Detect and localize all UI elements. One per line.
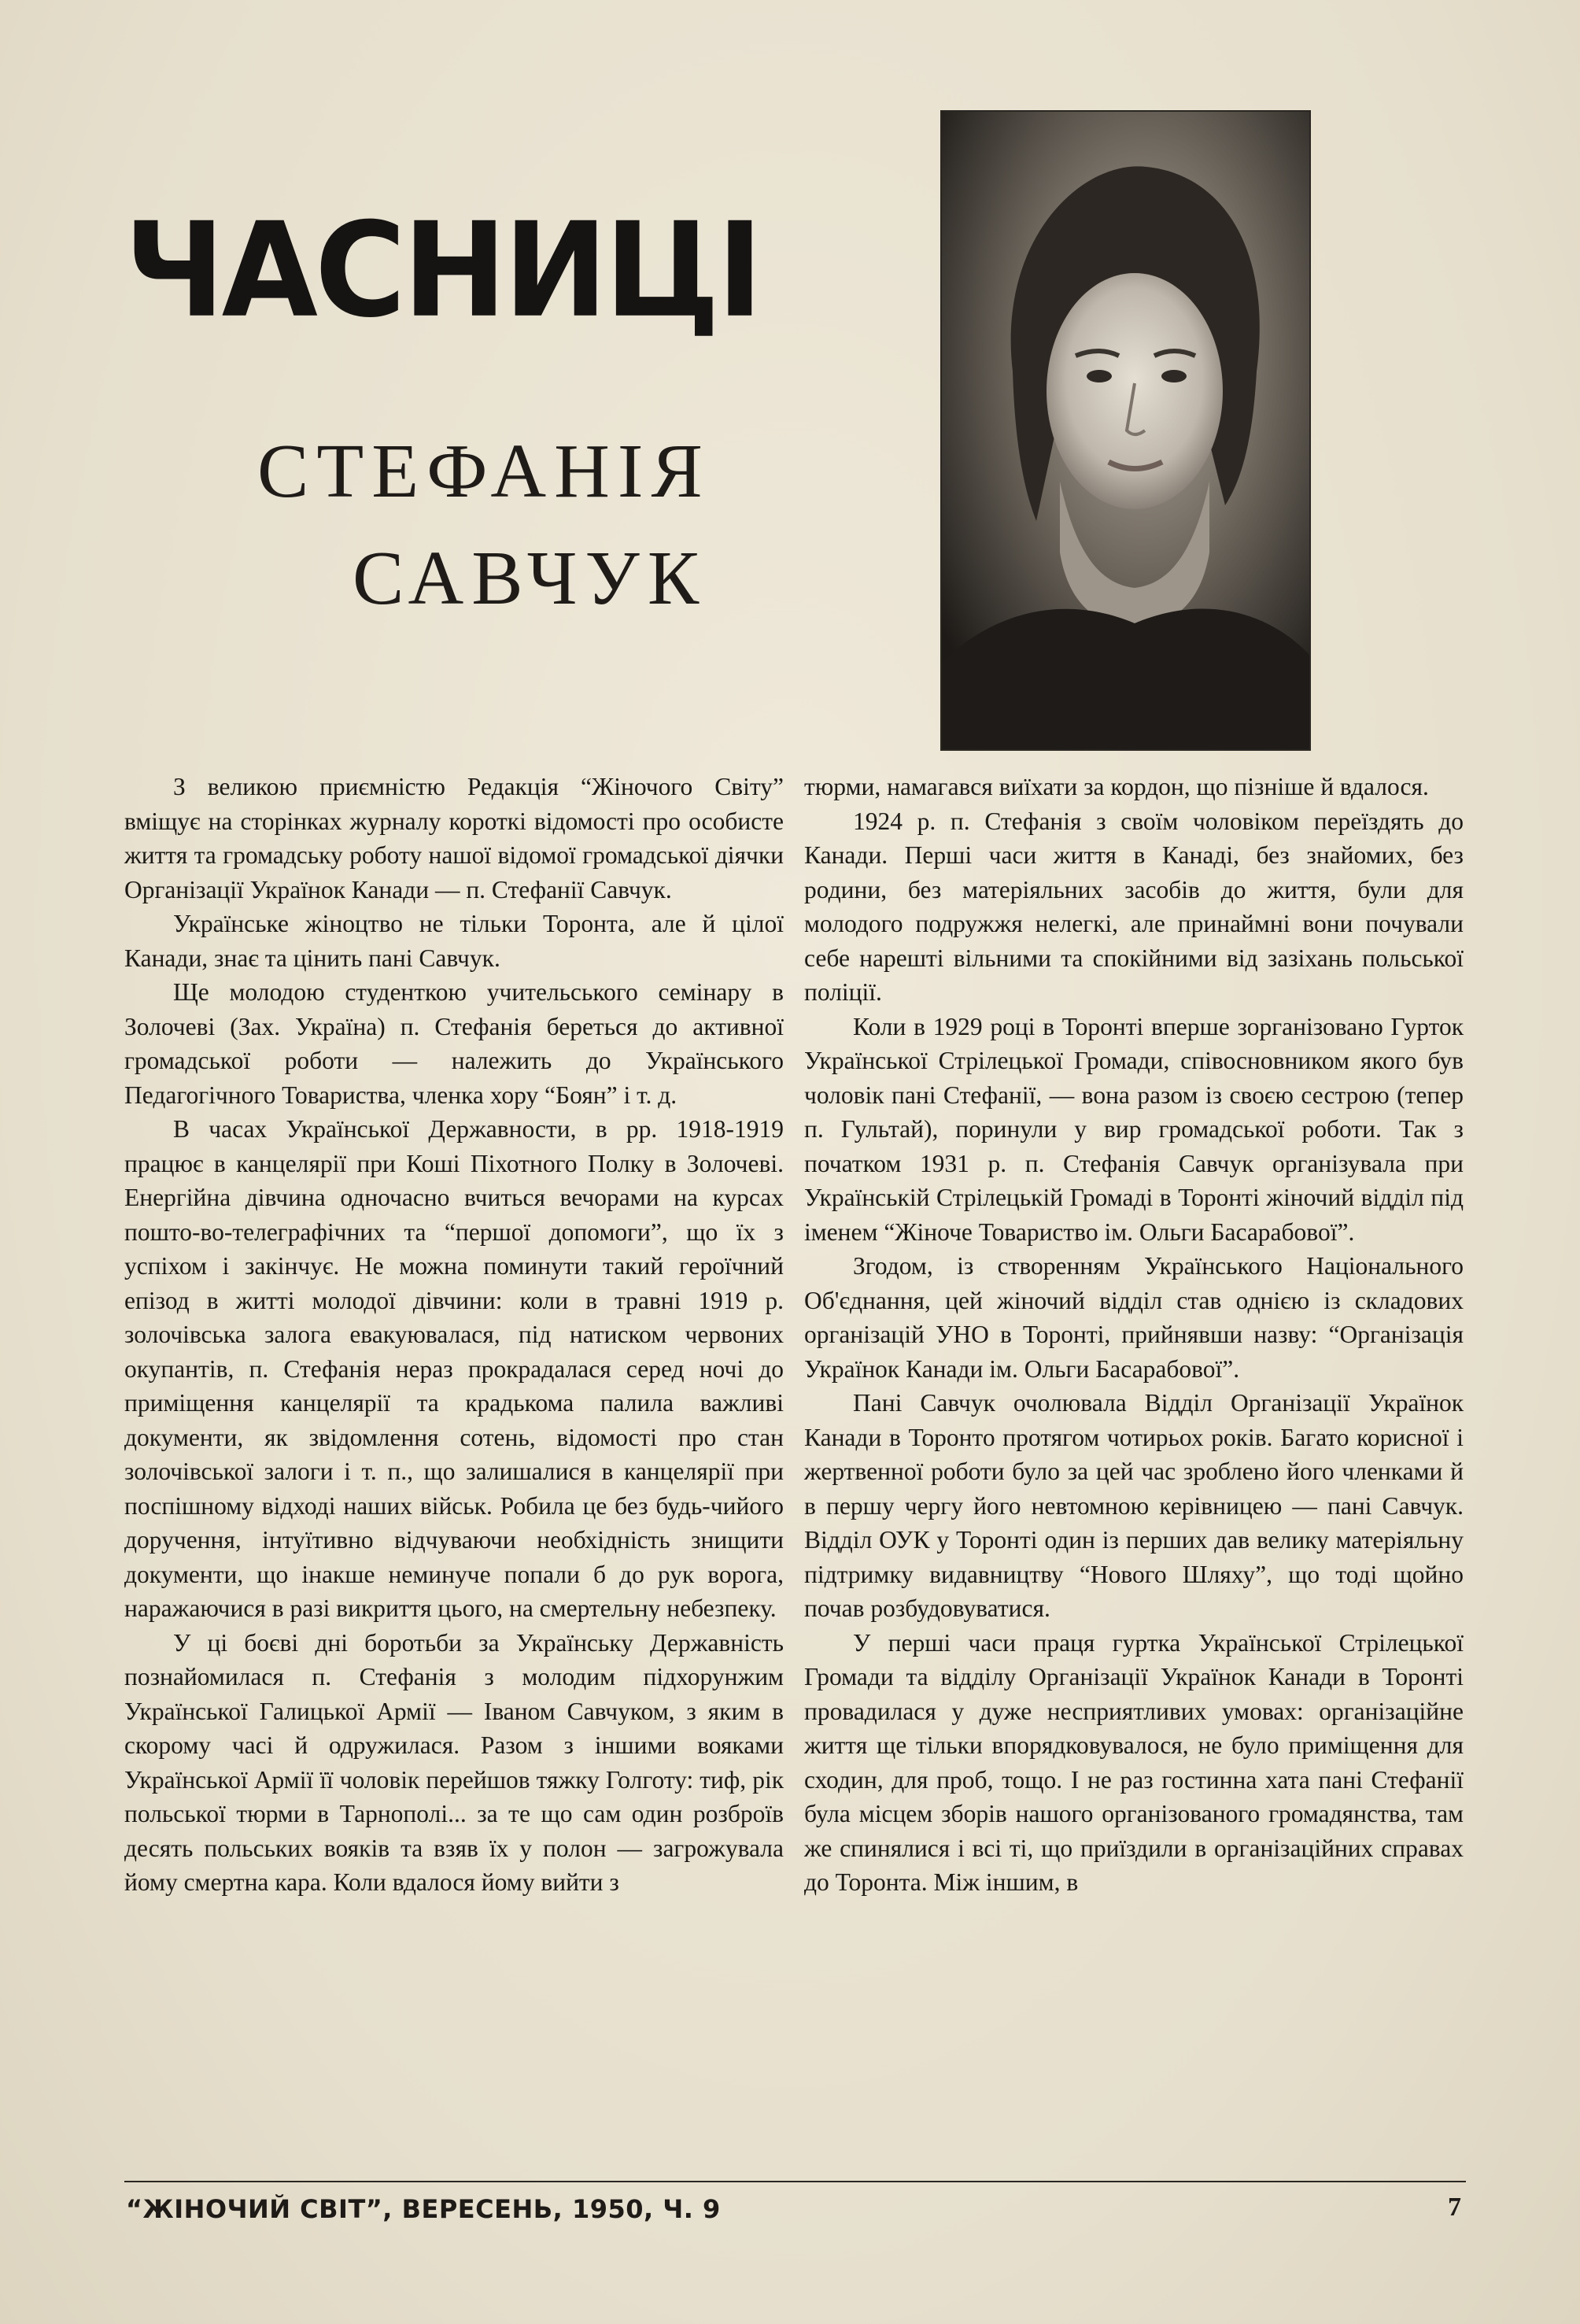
paragraph: Згодом, із створенням Українського Національного Об'єднання, цей жіночий відділ став однією із складових організацій УНО в Торонті, прийнявши назву: “Організація Українок Канади ім. Ольги Басарабової”. (804, 1252, 1464, 1383)
paragraph: Пані Савчук очолювала Відділ Організації Українок Канади в Торонто протягом чотирьох років. Багато корисної і жертвенної роботи було за цей час зроблено його членками й в першу чергу його невтомною керівницею — пані Савчук. Відділ ОУК у Торонті один із перших дав велику матеріяльну підтримку видавництву “Нового Шляху”, що тоді щойно почав розбудовуватися. (804, 1389, 1464, 1622)
paragraph-continued: тюрми, намагався виїхати за кордон, що пізніше й вдалося. (804, 773, 1429, 800)
paragraph: У ці боєві дні боротьби за Українську Державність познайомилася п. Стефанія з молодим підхорунжим Української Галицької Армії — Іваном Савчуком, з яким в скорому часі й одружилася. Разом з іншими вояками Української Армії її чоловік перейшов тяжку Голготу: тиф, рік польської тюрми в Тарнополі... за те що сам один розброїв десять польських вояків та взяв їх у полон — загрожувала йому смертна кара. Коли вдалося йому вийти з (124, 1628, 784, 1896)
portrait-image (942, 112, 1309, 749)
person-first-name: СТЕФАНІЯ (257, 429, 711, 514)
footer-divider (124, 2181, 1466, 2182)
article-column-right (804, 770, 1464, 1900)
article-column-left (124, 770, 784, 1900)
person-last-name: САВЧУК (353, 536, 707, 621)
page-number: 7 (1448, 2193, 1461, 2222)
footer-publication-info: “ЖІНОЧИЙ СВІТ”, ВЕРЕСЕНЬ, 1950, Ч. 9 (126, 2194, 721, 2224)
portrait-photo (940, 110, 1311, 751)
paragraph: Українське жіноцтво не тільки Торонта, але й цілої Канади, знає та цінить пані Савчук. (124, 910, 784, 972)
paragraph: З великою приємністю Редакція “Жіночого Світу” вміщує на сторінках журналу короткі відомості про особисте життя та громадську роботу нашої відомої громадської діячки Організації Українок Канади — п. Стефанії Савчук. (124, 773, 784, 903)
paragraph: В часах Української Державности, в рр. 1918-1919 працює в канцелярії при Коші Піхотного Полку в Золочеві. Енергійна дівчина одночасно вчиться вечорами на курсах пошто-во-телеграфічних та “першої допомоги”, що їх з успіхом і закінчує. Не можна поминути такий героїчний епізод в житті молодої дівчини: коли в травні 1919 р. золочівська залога евакуювалася, під натиском червоних окупантів, п. Стефанія нераз прокрадалася серед ночі до приміщення канцелярії та крадькома палила важливі документи, як звідомлення сотень, відомості про стан золочівської залоги і т. п., що залишалися в канцелярії при поспішному відході наших військ. Робила це без будь-чийого доручення, інтуїтивно відчуваючи необхідність знищити документи, що інакше неминуче попали б до рук ворога, наражаючися в разі викриття цього, на смертельну небезпеку. (124, 1115, 784, 1622)
paragraph: У перші часи праця гуртка Української Стрілецької Громади та відділу Організації Українок Канади в Торонті провадилася у дуже несприятливих умовах: організаційне життя ще тільки впорядковувалося, не було приміщення для сходин, для проб, тощо. І не раз гостинна хата пані Стефанії була місцем зборів нашого організованого громадянства, там же спинялися і всі ті, що приїздили в організаційних справах до Торонта. Між іншим, в (804, 1628, 1464, 1896)
paragraph: Коли в 1929 році в Торонті вперше зорганізовано Гурток Української Стрілецької Громади, співосновником якого був чоловік пані Стефанії, — вона разом із своєю сестрою (тепер п. Гультай), поринули у вир громадської роботи. Так з початком 1931 р. п. Стефанія Савчук організувала при Українській Стрілецькій Громаді в Торонті жіночий відділ під іменем “Жіноче Товариство ім. Ольги Басарабової”. (804, 1012, 1464, 1246)
paragraph: 1924 р. п. Стефанія з своїм чоловіком переїздять до Канади. Перші часи життя в Канаді, без знайомих, без родини, без матеріяльних засобів до життя, були для молодого подружжя нелегкі, але принаймні вони почували себе нарешті вільними та спокійними від зазіхань польської поліції. (804, 807, 1464, 1006)
paragraph: Ще молодою студенткою учительського семінару в Золочеві (Зах. Україна) п. Стефанія береться до активної громадської роботи — належить до Українського Педагогічного Товариства, членка хору “Боян” і т. д. (124, 978, 784, 1109)
section-heading: ЧАСНИЦІ (124, 194, 760, 347)
